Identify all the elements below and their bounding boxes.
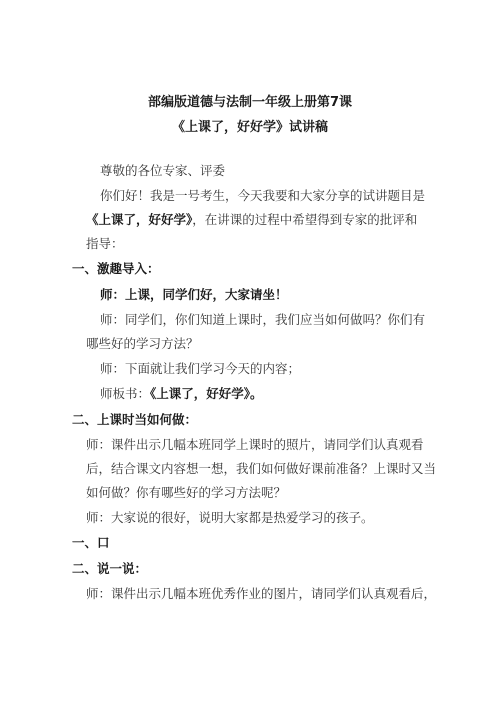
document-title: 部编版道德与法制一年级上册第7课 (147, 95, 353, 110)
teacher-line: 师：大家说的很好，说明大家都是热爱学习的孩子。 (86, 510, 374, 525)
section-heading: 二、上课时当如何做： (72, 412, 198, 427)
board-prefix: 师板书： (100, 386, 151, 401)
teacher-line: 师：课件出示几幅本班优秀作业的图片，请同学们认真观看后， (86, 586, 437, 601)
intro-paragraph-line: 你们好！我是一号考生，今天我要和大家分享的试讲题目是 (100, 188, 426, 203)
section-heading: 一、口 (72, 535, 110, 550)
greeting: 尊敬的各位专家、评委 (100, 163, 226, 178)
intro-paragraph-line (86, 212, 417, 228)
teacher-line (100, 386, 263, 402)
document-subtitle: 《上课了，好好学》试讲稿 (171, 120, 328, 135)
teacher-line: 师：下面就让我们学习今天的内容； (100, 361, 301, 376)
section-heading: 二、说一说： (72, 561, 148, 576)
teacher-line: 师：上课，同学们好，大家请坐！ (100, 287, 288, 302)
board-title: 《上课了，好好学》。 (150, 386, 263, 401)
intro-paragraph-line: 指导： (86, 236, 124, 251)
teacher-line: 师：同学们，你们知道上课时，我们应当如何做吗？你们有 (100, 312, 426, 327)
intro-paragraph-text: ，在讲课的过程中希望得到专家的批评和 (192, 212, 418, 227)
teacher-line: 如何做？你有哪些好的学习方法呢？ (86, 485, 287, 500)
section-heading: 一、激趣导入： (72, 261, 160, 276)
teacher-line: 哪些好的学习方法？ (86, 336, 199, 351)
lesson-title-inline: 《上课了，好好学》 (86, 212, 193, 227)
teacher-line: 后，结合课文内容想一想，我们如何做好课前准备？上课时又当 (86, 461, 437, 476)
teacher-line: 师：课件出示几幅本班同学上课时的照片，请同学们认真观看 (86, 437, 424, 452)
